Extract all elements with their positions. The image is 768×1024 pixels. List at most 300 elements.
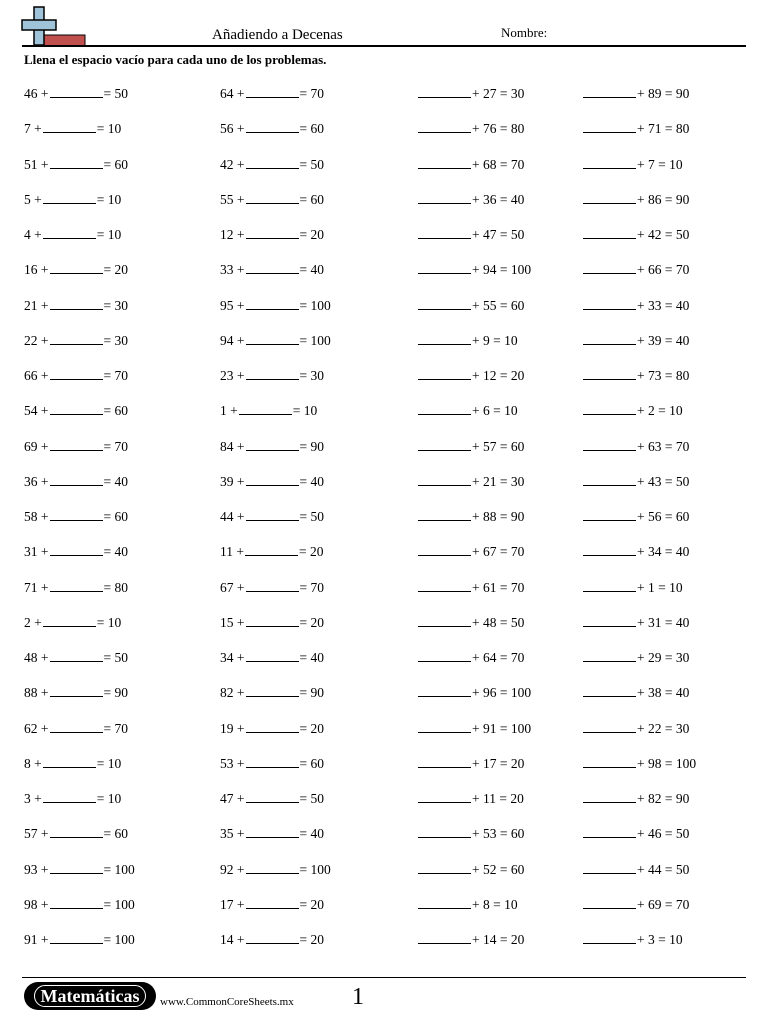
problem-item: [24, 508, 128, 525]
problem-item: [582, 825, 689, 842]
addend-text: 88 +: [24, 685, 49, 701]
total-text: = 20: [103, 262, 128, 278]
addend-text: 23 +: [220, 368, 245, 383]
addend-text: 91 +: [24, 932, 49, 947]
answer-blank[interactable]: [50, 156, 103, 169]
addend-text: 57 +: [24, 826, 49, 842]
answer-blank[interactable]: [583, 367, 636, 380]
total-text: = 10: [96, 191, 122, 207]
total-text: = 20: [299, 896, 324, 912]
answer-blank[interactable]: [246, 755, 299, 768]
total-text: = 100: [103, 932, 135, 947]
problem-item: [582, 473, 689, 490]
answer-blank[interactable]: [246, 508, 299, 521]
answer-blank[interactable]: [583, 931, 636, 944]
answer-blank[interactable]: [50, 332, 103, 345]
equation-text: + 53 = 60: [472, 826, 525, 842]
answer-blank[interactable]: [583, 684, 636, 697]
answer-blank[interactable]: [583, 543, 636, 556]
answer-blank[interactable]: [418, 156, 471, 169]
answer-blank[interactable]: [246, 720, 299, 733]
total-text: = 100: [299, 332, 331, 348]
total-text: = 90: [103, 685, 128, 701]
answer-blank[interactable]: [418, 438, 471, 451]
total-text: = 60: [299, 191, 324, 207]
equation-text: + 31 = 40: [637, 614, 690, 630]
total-text: = 20: [299, 614, 324, 630]
answer-blank[interactable]: [50, 720, 103, 733]
problem-item: [220, 191, 324, 208]
addend-text: 71 +: [24, 579, 49, 595]
problem-item: [24, 825, 128, 842]
equation-text: + 86 = 90: [637, 191, 690, 207]
answer-blank[interactable]: [583, 402, 636, 415]
problem-item: [220, 156, 324, 173]
answer-blank[interactable]: [418, 755, 471, 768]
answer-blank[interactable]: [246, 120, 299, 133]
answer-blank[interactable]: [418, 261, 471, 274]
answer-blank[interactable]: [50, 543, 103, 556]
total-text: = 100: [103, 861, 135, 877]
answer-blank[interactable]: [50, 896, 103, 909]
problem-item: [24, 684, 128, 701]
total-text: = 40: [103, 544, 128, 560]
problem-item: [220, 825, 324, 842]
brand-text: Matemáticas: [34, 985, 147, 1007]
answer-blank[interactable]: [418, 720, 471, 733]
answer-blank[interactable]: [418, 297, 471, 310]
answer-blank[interactable]: [246, 367, 299, 380]
equation-text: + 56 = 60: [637, 509, 690, 524]
total-text: = 20: [299, 227, 324, 242]
problem-item: [220, 473, 324, 490]
answer-blank[interactable]: [583, 825, 636, 838]
answer-blank[interactable]: [418, 543, 471, 556]
problem-item: [582, 85, 689, 102]
problem-item: [24, 614, 121, 631]
answer-blank[interactable]: [583, 261, 636, 274]
problem-item: [582, 438, 689, 455]
equation-text: + 17 = 20: [472, 755, 525, 771]
answer-blank[interactable]: [43, 226, 96, 239]
problem-item: [220, 297, 331, 314]
problem-item: [582, 684, 689, 701]
answer-blank[interactable]: [418, 120, 471, 133]
problem-item: [220, 649, 324, 666]
answer-blank[interactable]: [583, 438, 636, 451]
equation-text: + 68 = 70: [472, 156, 525, 172]
problem-item: [417, 402, 518, 419]
problem-item: [582, 191, 689, 208]
equation-text: + 14 = 20: [472, 932, 525, 947]
answer-blank[interactable]: [246, 226, 299, 239]
problem-item: [24, 85, 128, 102]
problem-item: [582, 297, 689, 314]
answer-blank[interactable]: [245, 543, 298, 556]
addend-text: 5 +: [24, 191, 42, 207]
addend-text: 12 +: [220, 227, 245, 242]
equation-text: + 43 = 50: [637, 473, 690, 489]
addend-text: 82 +: [220, 685, 245, 701]
equation-text: + 64 = 70: [472, 650, 525, 665]
answer-blank[interactable]: [246, 684, 299, 697]
problem-item: [24, 261, 128, 278]
addend-text: 51 +: [24, 156, 49, 172]
answer-blank[interactable]: [583, 473, 636, 486]
equation-text: + 39 = 40: [637, 332, 690, 348]
problem-item: [417, 825, 524, 842]
total-text: = 30: [299, 368, 324, 383]
answer-blank[interactable]: [583, 191, 636, 204]
page-title: Añadiendo a Decenas: [212, 27, 343, 43]
addend-text: 93 +: [24, 861, 49, 877]
problem-item: [417, 861, 524, 878]
total-text: = 50: [299, 509, 324, 524]
addend-text: 34 +: [220, 650, 245, 665]
equation-text: + 94 = 100: [472, 262, 532, 278]
total-text: = 70: [103, 368, 128, 383]
answer-blank[interactable]: [246, 896, 299, 909]
answer-blank[interactable]: [50, 508, 103, 521]
answer-blank[interactable]: [50, 579, 103, 592]
total-text: = 50: [103, 86, 128, 101]
answer-blank[interactable]: [246, 861, 299, 874]
addend-text: 46 +: [24, 86, 49, 101]
addend-text: 44 +: [220, 509, 245, 524]
total-text: = 100: [299, 861, 331, 877]
equation-text: + 48 = 50: [472, 614, 525, 630]
problem-item: [582, 156, 683, 173]
name-label: Nombre:: [501, 25, 548, 40]
equation-text: + 1 = 10: [637, 579, 683, 595]
equation-text: + 69 = 70: [637, 896, 690, 912]
equation-text: + 61 = 70: [472, 579, 525, 595]
page-number: 1: [352, 984, 364, 1010]
answer-blank[interactable]: [583, 790, 636, 803]
equation-text: + 66 = 70: [637, 262, 690, 278]
problem-item: [220, 120, 324, 137]
equation-text: + 88 = 90: [472, 509, 525, 524]
addend-text: 31 +: [24, 544, 49, 560]
answer-blank[interactable]: [50, 438, 103, 451]
problem-item: [220, 579, 324, 596]
answer-blank[interactable]: [246, 649, 299, 662]
answer-blank[interactable]: [583, 896, 636, 909]
answer-blank[interactable]: [418, 825, 471, 838]
problem-item: [24, 156, 128, 173]
equation-text: + 71 = 80: [637, 121, 690, 137]
problem-item: [24, 649, 128, 666]
answer-blank[interactable]: [418, 861, 471, 874]
problem-item: [417, 579, 524, 596]
problem-item: [582, 402, 683, 419]
answer-blank[interactable]: [583, 85, 636, 98]
answer-blank[interactable]: [418, 367, 471, 380]
answer-blank[interactable]: [583, 120, 636, 133]
equation-text: + 96 = 100: [472, 685, 532, 701]
problem-item: [582, 720, 689, 737]
addend-text: 16 +: [24, 262, 49, 278]
problem-item: [417, 226, 524, 243]
problem-item: [24, 896, 135, 913]
addend-text: 42 +: [220, 156, 245, 172]
problem-item: [417, 85, 524, 102]
answer-blank[interactable]: [50, 297, 103, 310]
problem-item: [582, 861, 689, 878]
answer-blank[interactable]: [583, 226, 636, 239]
total-text: = 10: [96, 791, 122, 806]
addend-text: 94 +: [220, 332, 245, 348]
problem-item: [220, 896, 324, 913]
addend-text: 7 +: [24, 121, 42, 137]
answer-blank[interactable]: [418, 790, 471, 803]
problem-item: [582, 931, 683, 948]
total-text: = 20: [299, 544, 324, 560]
addend-text: 53 +: [220, 755, 245, 771]
problem-item: [417, 332, 518, 349]
problem-item: [220, 85, 324, 102]
problem-item: [582, 261, 689, 278]
total-text: = 60: [299, 121, 324, 137]
problem-item: [417, 931, 524, 948]
problem-item: [24, 720, 128, 737]
problem-item: [220, 790, 324, 807]
addend-text: 19 +: [220, 720, 245, 736]
answer-blank[interactable]: [50, 473, 103, 486]
equation-text: + 89 = 90: [637, 86, 690, 101]
answer-blank[interactable]: [583, 579, 636, 592]
problem-item: [220, 261, 324, 278]
problem-item: [24, 790, 121, 807]
answer-blank[interactable]: [246, 156, 299, 169]
problem-item: [220, 755, 324, 772]
equation-text: + 73 = 80: [637, 368, 690, 383]
problem-item: [417, 755, 524, 772]
equation-text: + 57 = 60: [472, 438, 525, 454]
addend-text: 35 +: [220, 826, 245, 842]
equation-text: + 52 = 60: [472, 861, 525, 877]
answer-blank[interactable]: [43, 614, 96, 627]
problem-item: [24, 579, 128, 596]
answer-blank[interactable]: [50, 861, 103, 874]
addend-text: 4 +: [24, 227, 42, 242]
equation-text: + 11 = 20: [472, 791, 524, 806]
answer-blank[interactable]: [418, 332, 471, 345]
addend-text: 92 +: [220, 861, 245, 877]
problem-item: [417, 438, 524, 455]
answer-blank[interactable]: [583, 614, 636, 627]
problem-item: [582, 579, 683, 596]
total-text: = 50: [299, 156, 324, 172]
total-text: = 60: [299, 755, 324, 771]
answer-blank[interactable]: [246, 614, 299, 627]
problem-item: [220, 543, 324, 560]
problem-item: [417, 508, 524, 525]
equation-text: + 47 = 50: [472, 227, 525, 242]
answer-blank[interactable]: [583, 332, 636, 345]
equation-text: + 21 = 30: [472, 473, 525, 489]
problem-item: [582, 790, 689, 807]
answer-blank[interactable]: [246, 261, 299, 274]
problem-item: [417, 191, 524, 208]
answer-blank[interactable]: [583, 720, 636, 733]
problem-item: [24, 755, 121, 772]
answer-blank[interactable]: [418, 226, 471, 239]
problem-item: [220, 226, 324, 243]
problem-item: [24, 332, 128, 349]
answer-blank[interactable]: [43, 191, 96, 204]
total-text: = 20: [299, 720, 324, 736]
equation-text: + 34 = 40: [637, 544, 690, 560]
total-text: = 60: [103, 403, 128, 419]
answer-blank[interactable]: [583, 649, 636, 662]
answer-blank[interactable]: [418, 402, 471, 415]
answer-blank[interactable]: [418, 614, 471, 627]
total-text: = 10: [96, 614, 122, 630]
answer-blank[interactable]: [583, 508, 636, 521]
problem-item: [417, 120, 524, 137]
total-text: = 40: [299, 473, 324, 489]
answer-blank[interactable]: [246, 297, 299, 310]
answer-blank[interactable]: [43, 790, 96, 803]
answer-blank[interactable]: [418, 684, 471, 697]
problem-item: [24, 226, 121, 243]
total-text: = 80: [103, 579, 128, 595]
problem-item: [24, 473, 128, 490]
total-text: = 100: [299, 297, 331, 313]
answer-blank[interactable]: [43, 120, 96, 133]
answer-blank[interactable]: [418, 85, 471, 98]
answer-blank[interactable]: [418, 508, 471, 521]
equation-text: + 8 = 10: [472, 896, 518, 912]
answer-blank[interactable]: [583, 755, 636, 768]
problem-item: [24, 543, 128, 560]
website-url: www.CommonCoreSheets.mx: [160, 996, 294, 1008]
answer-blank[interactable]: [50, 931, 103, 944]
total-text: = 90: [299, 685, 324, 701]
problem-item: [220, 861, 331, 878]
answer-blank[interactable]: [246, 85, 299, 98]
problem-item: [417, 896, 518, 913]
addend-text: 64 +: [220, 86, 245, 101]
answer-blank[interactable]: [583, 156, 636, 169]
addend-text: 56 +: [220, 121, 245, 137]
equation-text: + 7 = 10: [637, 156, 683, 172]
equation-text: + 9 = 10: [472, 332, 518, 348]
answer-blank[interactable]: [418, 931, 471, 944]
answer-blank[interactable]: [246, 825, 299, 838]
answer-blank[interactable]: [418, 649, 471, 662]
addend-text: 66 +: [24, 368, 49, 383]
problem-item: [24, 367, 128, 384]
problem-item: [582, 226, 689, 243]
problem-item: [417, 543, 524, 560]
answer-blank[interactable]: [583, 861, 636, 874]
answer-blank[interactable]: [418, 896, 471, 909]
problem-item: [24, 402, 128, 419]
answer-blank[interactable]: [246, 473, 299, 486]
total-text: = 70: [299, 579, 324, 595]
problem-item: [417, 720, 531, 737]
answer-blank[interactable]: [43, 755, 96, 768]
equation-text: + 55 = 60: [472, 297, 525, 313]
equation-text: + 12 = 20: [472, 368, 525, 383]
answer-blank[interactable]: [418, 191, 471, 204]
answer-blank[interactable]: [50, 367, 103, 380]
equation-text: + 44 = 50: [637, 861, 690, 877]
equation-text: + 29 = 30: [637, 650, 690, 665]
answer-blank[interactable]: [50, 684, 103, 697]
equation-text: + 42 = 50: [637, 227, 690, 242]
equation-text: + 3 = 10: [637, 932, 683, 947]
problem-item: [582, 649, 689, 666]
equation-text: + 67 = 70: [472, 544, 525, 560]
answer-blank[interactable]: [418, 473, 471, 486]
total-text: = 60: [103, 826, 128, 842]
problem-item: [417, 649, 524, 666]
answer-blank[interactable]: [246, 931, 299, 944]
addend-text: 67 +: [220, 579, 245, 595]
total-text: = 60: [103, 156, 128, 172]
equation-text: + 33 = 40: [637, 297, 690, 313]
addend-text: 3 +: [24, 791, 42, 806]
problem-item: [582, 543, 689, 560]
problem-item: [417, 790, 524, 807]
total-text: = 10: [96, 755, 122, 771]
problem-item: [24, 191, 121, 208]
answer-blank[interactable]: [50, 85, 103, 98]
addend-text: 48 +: [24, 650, 49, 665]
answer-blank[interactable]: [50, 825, 103, 838]
answer-blank[interactable]: [239, 402, 292, 415]
total-text: = 60: [103, 509, 128, 524]
answer-blank[interactable]: [246, 790, 299, 803]
answer-blank[interactable]: [246, 191, 299, 204]
addend-text: 8 +: [24, 755, 42, 771]
total-text: = 10: [292, 403, 318, 419]
addend-text: 33 +: [220, 262, 245, 278]
equation-text: + 2 = 10: [637, 403, 683, 419]
problem-item: [220, 367, 324, 384]
problem-item: [417, 684, 531, 701]
answer-blank[interactable]: [50, 402, 103, 415]
answer-blank[interactable]: [246, 438, 299, 451]
answer-blank[interactable]: [418, 579, 471, 592]
footer-divider: [22, 977, 746, 978]
answer-blank[interactable]: [246, 332, 299, 345]
problem-item: [220, 684, 324, 701]
problem-item: [417, 297, 524, 314]
addend-text: 95 +: [220, 297, 245, 313]
problem-item: [220, 720, 324, 737]
total-text: = 70: [103, 720, 128, 736]
problem-item: [582, 508, 689, 525]
answer-blank[interactable]: [50, 649, 103, 662]
problem-item: [417, 156, 524, 173]
total-text: = 50: [103, 650, 128, 665]
addend-text: 84 +: [220, 438, 245, 454]
total-text: = 40: [299, 262, 324, 278]
addend-text: 22 +: [24, 332, 49, 348]
answer-blank[interactable]: [246, 579, 299, 592]
answer-blank[interactable]: [583, 297, 636, 310]
answer-blank[interactable]: [50, 261, 103, 274]
addend-text: 62 +: [24, 720, 49, 736]
addend-text: 21 +: [24, 297, 49, 313]
problem-item: [417, 473, 524, 490]
problem-item: [582, 614, 689, 631]
problem-item: [24, 438, 128, 455]
